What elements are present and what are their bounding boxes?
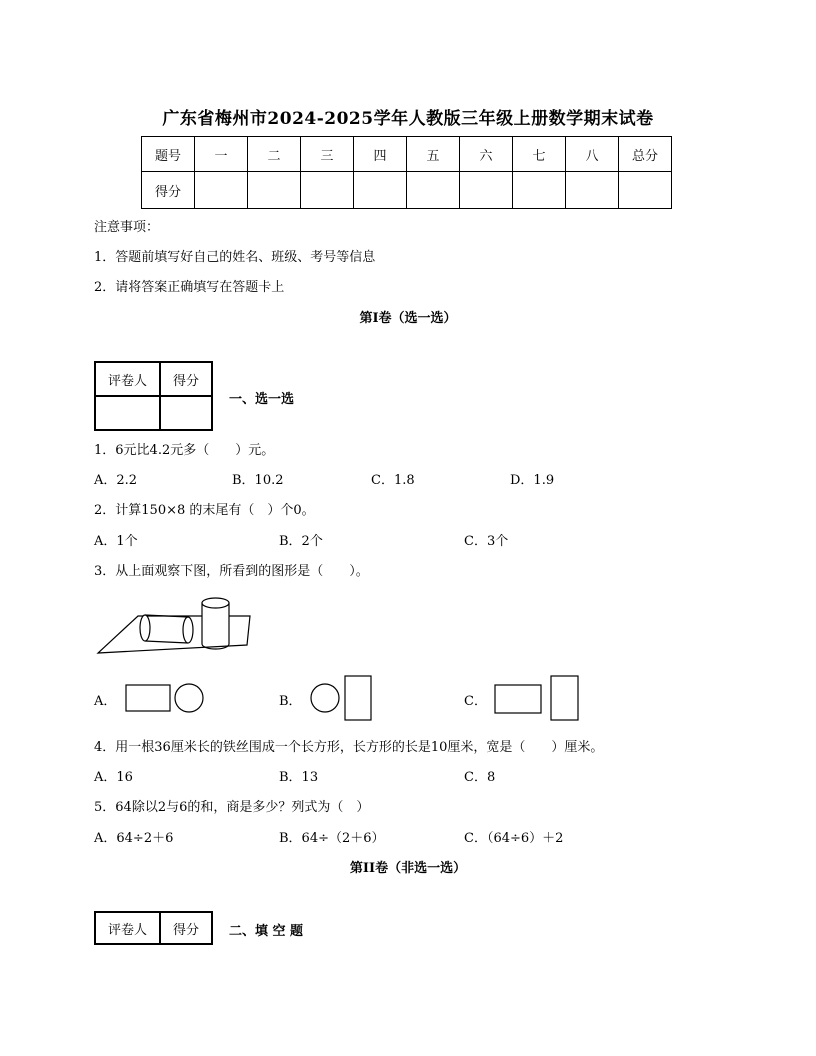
grader-reviewer-label: 评卷人 [95, 362, 160, 396]
question-5: 5．64除以2与6的和，商是多少？列式为（ ） [94, 800, 370, 815]
volume-2-heading: 第II卷（非选一选） [349, 861, 467, 876]
cylinders-figure [96, 595, 256, 657]
score-label-cell: 得分 [142, 172, 195, 209]
grader-score-label: 得分 [160, 912, 212, 944]
score-entry-cell[interactable] [460, 172, 513, 209]
score-entry-cell[interactable] [248, 172, 301, 209]
score-entry-cell[interactable] [354, 172, 407, 209]
section-1-heading: 一、选一选 [229, 392, 295, 407]
notes-heading: 注意事项： [94, 220, 160, 235]
score-entry-cell[interactable] [513, 172, 566, 209]
two-rects-shape [494, 674, 582, 722]
question-2: 2．计算150×8 的末尾有（ ）个0。 [94, 503, 315, 518]
q5-option-b[interactable]: B．64÷（2＋6） [279, 831, 385, 846]
score-cell: 三 [301, 137, 354, 172]
score-entry-cell[interactable] [195, 172, 248, 209]
q2-option-a[interactable]: A．1个 [94, 534, 138, 549]
score-cell: 八 [566, 137, 619, 172]
q4-option-c[interactable]: C．8 [464, 770, 496, 785]
q1-option-c[interactable]: C．1.8 [371, 473, 415, 488]
q1-option-d[interactable]: D．1.9 [510, 473, 555, 488]
score-cell: 七 [513, 137, 566, 172]
score-table-header-row [142, 137, 672, 172]
note-item: 2．请将答案正确填写在答题卡上 [94, 280, 285, 295]
q3-option-a[interactable]: A． [94, 694, 117, 709]
page-title: 广东省梅州市2024-2025学年人教版三年级上册数学期末试卷 [162, 109, 654, 129]
q2-option-b[interactable]: B．2个 [279, 534, 323, 549]
q1-option-a[interactable]: A．2.2 [94, 473, 138, 488]
rect-circle-shape [125, 682, 205, 714]
grader-reviewer-entry[interactable] [95, 396, 160, 430]
score-cell: 六 [460, 137, 513, 172]
question-4: 4．用一根36厘米长的铁丝围成一个长方形，长方形的长是10厘米，宽是（ ）厘米。 [94, 740, 604, 755]
score-table-score-row [142, 172, 672, 209]
score-cell: 一 [195, 137, 248, 172]
q4-option-a[interactable]: A．16 [94, 770, 133, 785]
grader-score-entry[interactable] [160, 396, 212, 430]
score-entry-cell[interactable] [619, 172, 672, 209]
grader-reviewer-label: 评卷人 [95, 912, 160, 944]
q4-option-b[interactable]: B．13 [279, 770, 319, 785]
grader-score-label: 得分 [160, 362, 212, 396]
score-cell: 五 [407, 137, 460, 172]
volume-1-heading: 第I卷（选一选） [359, 311, 457, 326]
q2-option-c[interactable]: C．3个 [464, 534, 509, 549]
score-cell: 四 [354, 137, 407, 172]
q1-option-b[interactable]: B．10.2 [232, 473, 284, 488]
section-2-heading: 二、填 空 题 [229, 924, 304, 939]
grader-box [94, 361, 213, 431]
q5-option-a[interactable]: A．64÷2＋6 [94, 831, 174, 846]
score-cell: 二 [248, 137, 301, 172]
score-table [141, 136, 672, 209]
score-entry-cell[interactable] [301, 172, 354, 209]
note-item: 1．答题前填写好自己的姓名、班级、考号等信息 [94, 250, 376, 265]
circle-rect-shape [309, 674, 375, 722]
question-1: 1．6元比4.2元多（ ）元。 [94, 443, 275, 458]
grader-box-2 [94, 911, 213, 945]
score-cell: 题号 [142, 137, 195, 172]
question-3: 3．从上面观察下图，所看到的图形是（ ）。 [94, 564, 369, 579]
score-entry-cell[interactable] [407, 172, 460, 209]
q3-option-c[interactable]: C． [464, 694, 487, 709]
score-cell: 总分 [619, 137, 672, 172]
q3-option-b[interactable]: B． [279, 694, 302, 709]
q5-option-c[interactable]: C．（64÷6）＋2 [464, 831, 564, 846]
score-entry-cell[interactable] [566, 172, 619, 209]
